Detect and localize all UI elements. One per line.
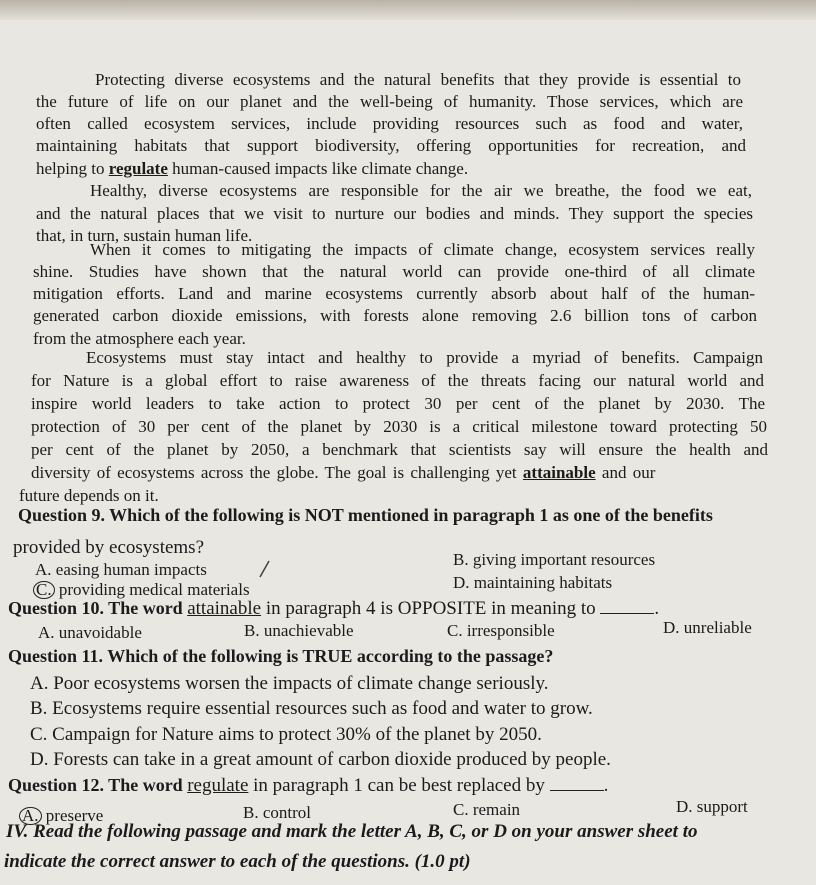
q10-end: . — [654, 598, 660, 619]
q12-blank — [550, 776, 604, 791]
p4-line-7: future depends on it. — [19, 486, 159, 505]
answer-circle-a: A. — [19, 807, 42, 825]
p1-line-5-end: human-caused impacts like climate change. — [167, 159, 469, 178]
q9-option-a: A. easing human impacts — [35, 560, 207, 579]
q10-stem — [8, 598, 659, 619]
p3-line-5: from the atmosphere each year. — [33, 329, 246, 348]
q9-option-c — [33, 580, 250, 600]
section-iv-line-2: indicate the correct answer to each of the questions. (1.0 pt) — [4, 851, 471, 872]
p4-line-2: for Nature is a global effort to raise awareness of the threats facing our natural world and — [31, 371, 764, 390]
q12-post: in paragraph 1 can be best replaced by — [248, 775, 550, 796]
q12-pre: Question 12. The word — [8, 775, 188, 795]
p1-line-2: the future of life on our planet and the well-being of humanity. Those services, which are — [36, 92, 743, 111]
q12-option-d: D. support — [676, 797, 748, 816]
q12-end: . — [603, 775, 609, 796]
q10-post: in paragraph 4 is OPPOSITE in meaning to — [261, 598, 601, 619]
q12-option-c: C. remain — [453, 800, 521, 819]
q9-stem-line-1 — [18, 505, 713, 526]
p1-line-4: maintaining habitats that support biodiversity, offering opportunities for recreation, and — [36, 136, 746, 155]
q10-keyword: attainable — [187, 598, 262, 619]
q12-stem — [8, 775, 608, 796]
q11-stem — [8, 646, 553, 667]
q10-pre: Question 10. The word — [8, 598, 188, 618]
q9-option-c-text: providing medical materials — [58, 580, 250, 599]
p4-line-6-end: and our — [595, 463, 656, 482]
p3-line-3: mitigation efforts. Land and marine ecosystems currently absorb about half of the human- — [33, 284, 755, 303]
q12-option-a-text: preserve — [45, 806, 104, 825]
q10-blank — [600, 599, 654, 614]
keyword-attainable: attainable — [522, 463, 596, 482]
p1-line-5-start: helping to — [36, 159, 109, 178]
q11-option-a: A. Poor ecosystems worsen the impacts of climate change seriously. — [30, 673, 549, 694]
p3-line-2: shine. Studies have shown that the natural world can provide one-third of all climate — [33, 262, 755, 281]
p1-line-1: Protecting diverse ecosystems and the natural benefits that they provide is essential to — [95, 70, 741, 89]
q10-option-c: C. irresponsible — [447, 621, 555, 640]
pencil-tick-mark — [257, 559, 271, 579]
answer-circle-c: C. — [33, 581, 55, 599]
p4-line-1: Ecosystems must stay intact and healthy to provide a myriad of benefits. Campaign — [86, 348, 763, 367]
q11-option-c: C. Campaign for Nature aims to protect 30% of the planet by 2050. — [30, 724, 542, 745]
q9-stem-text: Question 9. Which of the following is NOT mentioned in paragraph 1 as one of the benefits — [18, 505, 713, 525]
q12-option-b: B. control — [243, 803, 311, 822]
p1-line-5 — [36, 159, 468, 179]
keyword-regulate: regulate — [108, 159, 168, 178]
q10-option-d: D. unreliable — [663, 618, 752, 637]
p3-line-1: When it comes to mitigating the impacts of climate change, ecosystem services really — [90, 240, 755, 259]
p3-line-4: generated carbon dioxide emissions, with forests alone removing 2.6 billion tons of carbon — [33, 306, 757, 325]
p1-line-3: often called ecosystem services, include providing resources such as food and water, — [36, 114, 743, 133]
p4-line-6-start: diversity of ecosystems across the globe. The goal is challenging yet — [31, 463, 523, 482]
q9-option-d: D. maintaining habitats — [453, 573, 613, 592]
q11-option-d: D. Forests can take in a great amount of carbon dioxide produced by people. — [30, 749, 611, 770]
q9-option-b: B. giving important resources — [453, 550, 656, 569]
p4-line-5: per cent of the planet by 2050, a benchmark that scientists say will ensure the health and — [31, 440, 768, 459]
p2-line-3: that, in turn, sustain human life. — [36, 226, 253, 245]
q12-keyword: regulate — [187, 775, 249, 796]
section-iv-line-1: IV. Read the following passage and mark the letter A, B, C, or D on your answer sheet to — [6, 821, 698, 842]
q11-option-b: B. Ecosystems require essential resources such as food and water to grow. — [30, 698, 593, 719]
q10-option-b: B. unachievable — [244, 621, 354, 640]
p4-line-6 — [31, 463, 655, 483]
q11-stem-text: Question 11. Which of the following is TRUE according to the passage? — [8, 646, 554, 666]
q9-stem-line-2: provided by ecosystems? — [13, 537, 205, 558]
p2-line-1: Healthy, diverse ecosystems are responsible for the air we breathe, the food we eat, — [90, 181, 752, 200]
q10-option-a: A. unavoidable — [38, 623, 142, 642]
p2-line-2: and the natural places that we visit to nurture our bodies and minds. They support the species — [36, 204, 753, 223]
p4-line-3: inspire world leaders to take action to protect 30 per cent of the planet by 2030. The — [31, 394, 765, 413]
p4-line-4: protection of 30 per cent of the planet by 2030 is a critical milestone toward protecting 50 — [31, 417, 767, 436]
